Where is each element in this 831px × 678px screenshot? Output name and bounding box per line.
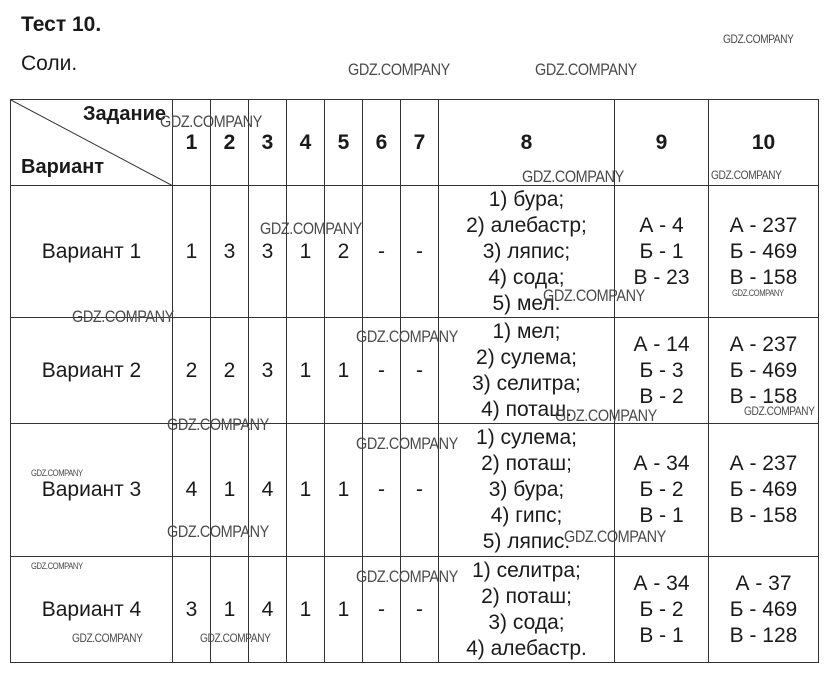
answer-cell: 1 [287,186,325,318]
column-header: 9 [615,100,709,186]
watermark: GDZ.COMPANY [555,406,657,425]
answer-cell: 3 [211,186,249,318]
column-header: 7 [401,100,439,186]
match-item: Б - 2 [639,478,684,501]
watermark: GDZ.COMPANY [535,60,637,79]
watermark: GDZ.COMPANY [31,561,83,571]
watermark: GDZ.COMPANY [160,112,262,131]
watermark: GDZ.COMPANY [167,522,269,541]
answer-cell: 1 [287,318,325,424]
list-item: 4) поташ. [481,397,572,421]
answer-cell: 1 [173,186,211,318]
match-item: В - 128 [729,623,798,647]
match-item: Б - 469 [729,597,798,621]
match-cell-9 [615,557,709,663]
answer-cell: 1 [211,557,249,663]
watermark: GDZ.COMPANY [356,434,458,453]
match-item: В - 1 [639,504,684,527]
watermark: GDZ.COMPANY [564,527,666,546]
variant-label: Вариант 1 [11,186,173,318]
match-item: А - 14 [633,332,690,356]
match-item: Б - 469 [729,358,798,382]
match-cell-10 [709,557,819,663]
answer-cell: - [401,318,439,424]
answer-cell: 4 [249,557,287,663]
list-item: 1) селитра; [472,558,581,582]
watermark: GDZ.COMPANY [31,468,83,478]
list-item: 2) сулема; [476,345,577,369]
answer-cell: 1 [287,424,325,557]
match-item: А - 4 [639,213,684,237]
match-item: А - 237 [729,213,798,237]
table-row [11,186,819,318]
watermark: GDZ.COMPANY [348,60,450,79]
answer-cell: 3 [249,318,287,424]
answer-cell: 4 [173,424,211,557]
column-header: 4 [287,100,325,186]
match-item: В - 158 [729,265,798,289]
match-item: В - 158 [729,504,798,527]
corner-task-label: Задание [83,103,166,125]
page-subtitle: Соли. [21,52,78,75]
answer-cell: 2 [173,318,211,424]
match-cell-10 [709,424,819,557]
answer-cell: - [401,424,439,557]
column-header: 3 [249,100,287,186]
answer-cell: 1 [211,424,249,557]
list-item: 5) ляпис. [482,530,571,553]
match-item: Б - 469 [729,478,798,501]
column-header: 6 [363,100,401,186]
answer-cell: 1 [325,318,363,424]
match-item: В - 2 [639,384,684,408]
list-item: 4) гипс; [490,504,563,527]
watermark: GDZ.COMPANY [260,219,362,238]
list-item: 4) сода; [488,265,565,289]
watermark: GDZ.COMPANY [72,307,174,326]
watermark: GDZ.COMPANY [167,415,269,434]
answer-cell: - [363,557,401,663]
match-item: В - 158 [729,384,798,408]
list-item: 5) мел. [492,291,561,315]
list-item: 1) бура; [488,187,565,211]
match-item: А - 37 [735,571,792,595]
list-item: 1) мел; [492,319,561,343]
watermark: GDZ.COMPANY [744,404,815,418]
watermark: GDZ.COMPANY [72,631,143,645]
watermark: GDZ.COMPANY [711,168,782,182]
answer-cell: 3 [249,186,287,318]
column-header: 1 [173,100,211,186]
match-item: Б - 2 [639,597,684,621]
match-item: Б - 3 [639,358,684,382]
list-item: 1) сулема; [476,426,577,449]
list-item: 2) алебастр; [466,213,587,237]
column-header: 2 [211,100,249,186]
list-item: 3) ляпис; [482,239,571,263]
answer-cell: - [363,424,401,557]
match-item: Б - 1 [639,239,684,263]
variant-label: Вариант 2 [11,318,173,424]
watermark: GDZ.COMPANY [732,288,784,298]
answer-cell: 4 [249,424,287,557]
answer-cell: 1 [325,424,363,557]
watermark: GDZ.COMPANY [723,32,794,46]
header-row [11,100,819,186]
list-item: 3) сода; [488,610,565,634]
list-item: 2) поташ; [481,452,572,475]
variant-label: Вариант 3 [11,424,173,557]
corner-cell [11,100,173,186]
list-item: 3) бура; [488,478,565,501]
page-title: Тест 10. [21,13,102,36]
match-item: Б - 469 [729,239,798,263]
substance-list [439,557,615,663]
match-item: А - 34 [633,452,690,475]
match-item: А - 34 [633,571,690,595]
answer-cell: 2 [325,186,363,318]
column-header: 10 [709,100,819,186]
column-header: 5 [325,100,363,186]
match-item: В - 1 [639,623,684,647]
match-item: А - 237 [729,452,798,475]
watermark: GDZ.COMPANY [543,286,645,305]
answer-cell: 2 [211,318,249,424]
watermark: GDZ.COMPANY [356,327,458,346]
match-item: В - 23 [633,265,690,289]
list-item: 4) алебастр. [466,636,587,660]
corner-variant-label: Вариант [21,156,105,178]
watermark: GDZ.COMPANY [200,631,271,645]
watermark: GDZ.COMPANY [522,167,624,186]
answer-cell: - [363,186,401,318]
column-header: 8 [439,100,615,186]
answer-cell: - [401,186,439,318]
watermark: GDZ.COMPANY [356,567,458,586]
answer-cell: - [363,318,401,424]
answer-cell: 1 [287,557,325,663]
match-item: А - 237 [729,332,798,356]
variant-label: Вариант 4 [11,557,173,663]
list-item: 3) селитра; [472,371,581,395]
list-item: 2) поташ; [481,584,572,608]
answer-cell: - [401,557,439,663]
answer-cell: 1 [325,557,363,663]
answer-cell: 3 [173,557,211,663]
